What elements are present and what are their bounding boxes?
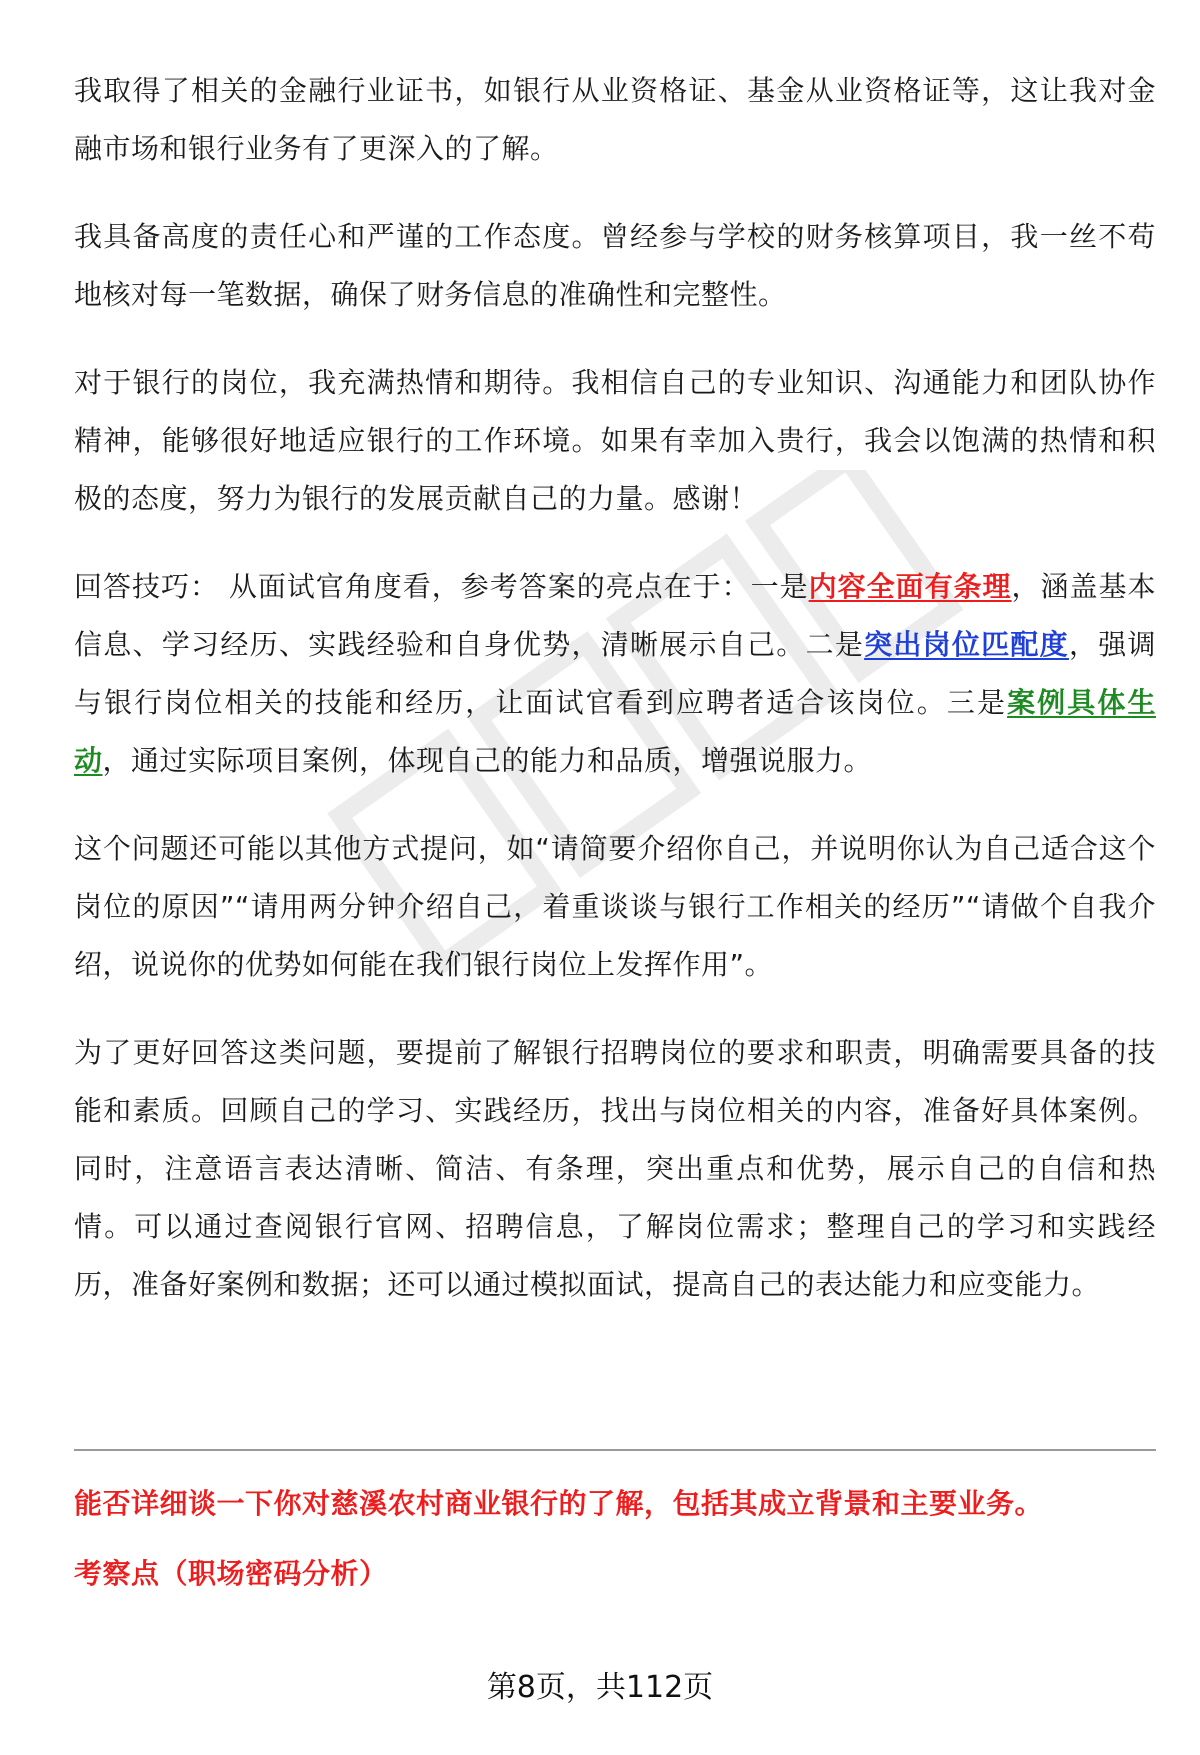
tips-mid-2: ，强调与银行岗位相关的技能和经历，让面试官看到应聘者适合该岗位。三是 bbox=[74, 628, 1156, 719]
tips-lead: 回答技巧： 从面试官角度看，参考答案的亮点在于：一是 bbox=[74, 570, 809, 603]
paragraph-responsibility: 我具备高度的责任心和严谨的工作态度。曾经参与学校的财务核算项目，我一丝不苟地核对每一笔数据，确保了财务信息的准确性和完整性。 bbox=[74, 220, 1156, 311]
tips-mid-1: ，涵盖基本信息、学习经历、实践经验和自身优势，清晰展示自己。二是 bbox=[74, 570, 1156, 661]
highlight-vivid-cases: 案例具体生动 bbox=[74, 686, 1156, 777]
highlight-comprehensive: 内容全面有条理 bbox=[808, 570, 1012, 603]
section-divider bbox=[74, 1449, 1156, 1451]
tips-tail: ，通过实际项目案例，体现自己的能力和品质，增强说服力。 bbox=[102, 744, 873, 777]
paragraph-enthusiasm: 对于银行的岗位，我充满热情和期待。我相信自己的专业知识、沟通能力和团队协作精神，能够很好地适应银行的工作环境。如果有幸加入贵行，我会以饱满的热情和积极的态度，努力为银行的发展贡献自己的力量。感谢！ bbox=[74, 366, 1156, 515]
paragraph-alternative-questions: 这个问题还可能以其他方式提问，如“请简要介绍你自己，并说明你认为自己适合这个岗位的原因”“请用两分钟介绍自己，着重谈谈与银行工作相关的经历”“请做个自我介绍，说说你的优势如何能在我们银行岗位上发挥作用”。 bbox=[74, 832, 1156, 981]
highlight-job-match: 突出岗位匹配度 bbox=[864, 628, 1069, 661]
paragraph-preparation-advice: 为了更好回答这类问题，要提前了解银行招聘岗位的要求和职责，明确需要具备的技能和素质。回顾自己的学习、实践经历，找出与岗位相关的内容，准备好具体案例。同时，注意语言表达清晰、简洁、有条理，突出重点和优势，展示自己的自信和热情。可以通过查阅银行官网、招聘信息，了解岗位需求；整理自己的学习和实践经历，准备好案例和数据；还可以通过模拟面试，提高自己的表达能力和应变能力。 bbox=[74, 1036, 1156, 1301]
paragraph-certificates: 我取得了相关的金融行业证书，如银行从业资格证、基金从业资格证等，这让我对金融市场和银行业务有了更深入的了解。 bbox=[74, 74, 1156, 165]
paragraph-answer-tips bbox=[74, 558, 1156, 790]
page-number: 第8页，共112页 bbox=[486, 1670, 714, 1705]
next-question-subheading: 考察点（职场密码分析） bbox=[74, 1557, 388, 1590]
document-body bbox=[74, 62, 1156, 1344]
next-question-title: 能否详细谈一下你对慈溪农村商业银行的了解，包括其成立背景和主要业务。 bbox=[74, 1487, 1044, 1520]
